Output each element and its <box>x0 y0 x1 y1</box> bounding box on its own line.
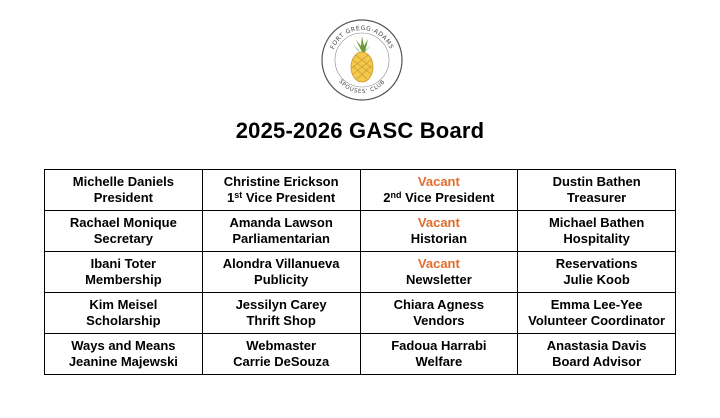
board-row <box>45 334 676 375</box>
board-cell <box>360 211 518 252</box>
logo-bottom-text: SPOUSES' CLUB <box>337 78 387 96</box>
member-name: Jessilyn Carey <box>235 297 327 312</box>
board-cell <box>518 293 676 334</box>
board-cell <box>518 252 676 293</box>
board-cell <box>202 293 360 334</box>
board-cell <box>45 211 203 252</box>
member-name: Kim Meisel <box>89 297 158 312</box>
position-text: Vice President <box>401 190 495 205</box>
board-cell <box>45 334 203 375</box>
member-name: Dustin Bathen <box>552 174 641 189</box>
position-title: Board Advisor <box>552 354 642 369</box>
member-name: Christine Erickson <box>223 174 339 189</box>
position-title: Treasurer <box>566 190 627 205</box>
board-cell <box>202 170 360 211</box>
ordinal-number: 1 <box>227 190 235 205</box>
club-logo <box>320 18 404 102</box>
position-title <box>361 190 518 206</box>
member-name: Emma Lee-Yee <box>550 297 643 312</box>
position-title: Parliamentarian <box>232 231 330 246</box>
board-row <box>45 293 676 334</box>
board-cell <box>360 170 518 211</box>
position-title: Membership <box>85 272 162 287</box>
position-title: Volunteer Coordinator <box>528 313 666 328</box>
logo-top-text: FORT GREGG-ADAMS <box>329 24 395 51</box>
position-title: Historian <box>410 231 468 246</box>
position-title: Newsletter <box>406 272 472 287</box>
member-name: Anastasia Davis <box>546 338 647 353</box>
ordinal-suffix: nd <box>390 190 402 200</box>
board-cell <box>518 334 676 375</box>
member-name: Amanda Lawson <box>229 215 333 230</box>
position-title: President <box>93 190 153 205</box>
position-title: Welfare <box>415 354 463 369</box>
board-cell <box>45 252 203 293</box>
member-name: Webmaster <box>246 338 317 353</box>
position-title: Julie Koob <box>563 272 630 287</box>
position-title: Thrift Shop <box>246 313 316 328</box>
position-title: Jeanine Majewski <box>68 354 178 369</box>
member-name: Rachael Monique <box>69 215 177 230</box>
board-table <box>44 169 676 375</box>
position-title: Scholarship <box>86 313 161 328</box>
member-name: Michelle Daniels <box>72 174 174 189</box>
page-title: 2025-2026 GASC Board <box>235 118 485 143</box>
board-cell <box>360 293 518 334</box>
board-cell <box>518 211 676 252</box>
vacant-label: Vacant <box>417 215 460 230</box>
member-name: Michael Bathen <box>548 215 645 230</box>
board-cell <box>202 252 360 293</box>
board-row <box>45 252 676 293</box>
member-name: Ways and Means <box>71 338 176 353</box>
position-title <box>203 190 360 206</box>
ordinal-suffix: st <box>234 190 243 200</box>
position-title: Secretary <box>93 231 154 246</box>
member-name: Ibani Toter <box>90 256 157 271</box>
member-name: Fadoua Harrabi <box>391 338 487 353</box>
board-cell <box>518 170 676 211</box>
member-name: Chiara Agness <box>393 297 485 312</box>
position-title: Carrie DeSouza <box>233 354 330 369</box>
position-text: Vice President <box>242 190 336 205</box>
member-name: Reservations <box>555 256 638 271</box>
board-row <box>45 170 676 211</box>
board-row <box>45 211 676 252</box>
board-cell <box>360 252 518 293</box>
position-title: Publicity <box>254 272 309 287</box>
board-cell <box>202 334 360 375</box>
member-name: Alondra Villanueva <box>222 256 340 271</box>
position-title: Hospitality <box>563 231 630 246</box>
board-cell <box>45 293 203 334</box>
vacant-label: Vacant <box>417 174 460 189</box>
vacant-label: Vacant <box>417 256 460 271</box>
board-cell <box>360 334 518 375</box>
board-cell <box>45 170 203 211</box>
position-title: Vendors <box>413 313 465 328</box>
ordinal-number: 2 <box>383 190 391 205</box>
board-cell <box>202 211 360 252</box>
